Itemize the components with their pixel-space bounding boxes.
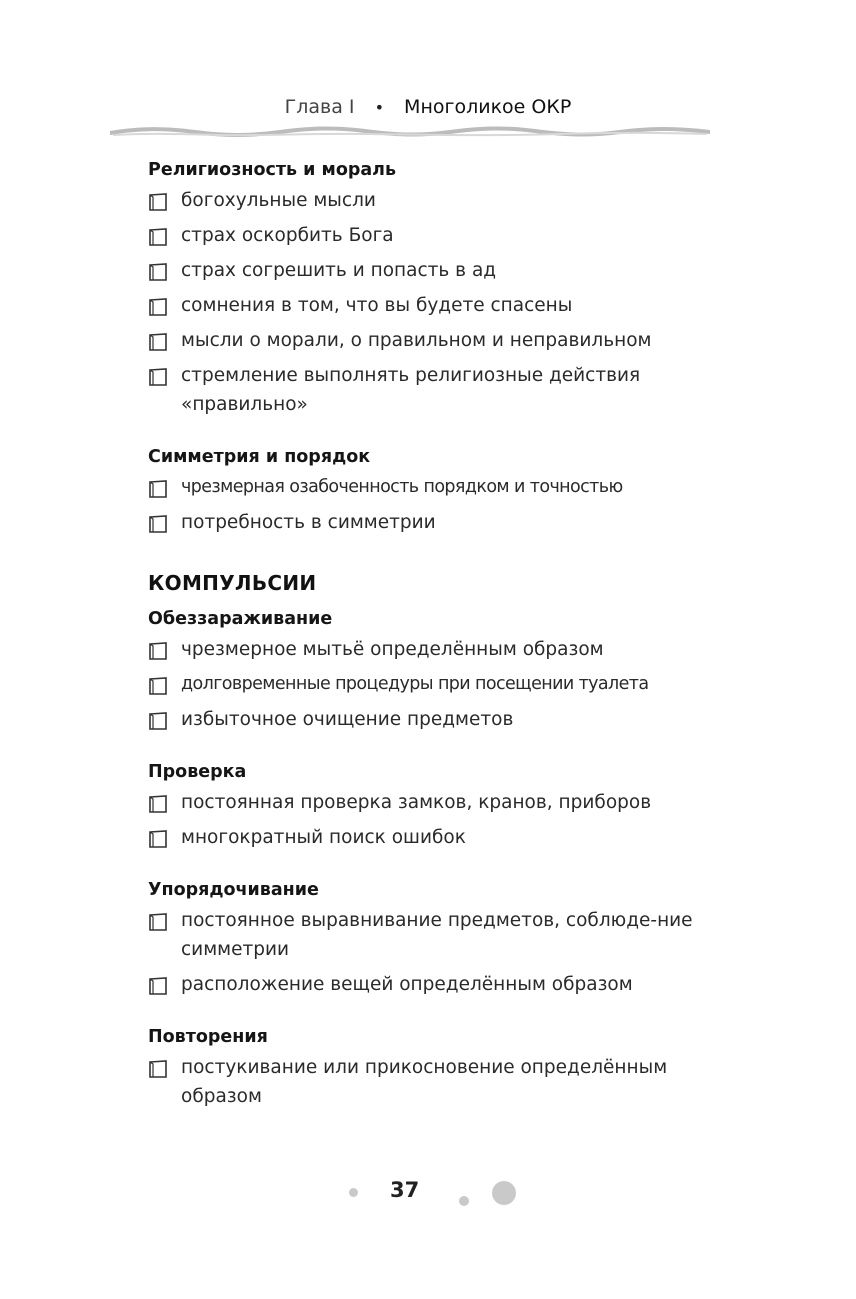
checkbox-icon[interactable] (148, 332, 167, 351)
list-item[interactable] (148, 473, 718, 502)
list-item[interactable] (148, 221, 718, 250)
item-text: мысли о морали, о правильном и неправильном (181, 330, 652, 351)
item-text: расположение вещей определённым образом (181, 974, 633, 995)
checkbox-icon[interactable] (148, 976, 167, 995)
running-header (0, 96, 856, 118)
item-text: богохульные мысли (181, 190, 376, 211)
item-text: многократный поиск ошибок (181, 827, 466, 848)
item-text: долговременные процедуры при посещении туалета (181, 674, 649, 694)
list-item[interactable] (148, 1053, 718, 1111)
checkbox-icon[interactable] (148, 297, 167, 316)
item-text: стремление выполнять религиозные действия «правильно» (181, 365, 641, 415)
checkbox-icon[interactable] (148, 1059, 167, 1078)
page-number: 37 (390, 1178, 420, 1202)
checkbox-icon[interactable] (148, 829, 167, 848)
heading-religion: Религиозность и мораль (148, 160, 397, 180)
item-text: чрезмерная озабоченность порядком и точностью (181, 477, 623, 497)
item-text: потребность в симметрии (181, 512, 436, 533)
checkbox-icon[interactable] (148, 192, 167, 211)
item-text: постукивание или прикосновение определённым образом (181, 1057, 668, 1107)
group-religion (148, 160, 718, 419)
heading-symmetry: Симметрия и порядок (148, 447, 371, 467)
checkbox-icon[interactable] (148, 262, 167, 281)
heading-repetition: Повторения (148, 1027, 268, 1047)
group-checking (148, 762, 718, 852)
item-text: сомнения в том, что вы будете спасены (181, 295, 573, 316)
checkbox-icon[interactable] (148, 711, 167, 730)
group-symmetry (148, 447, 718, 537)
checkbox-icon[interactable] (148, 227, 167, 246)
list-item[interactable] (148, 256, 718, 285)
list-item[interactable] (148, 705, 718, 734)
wavy-divider (110, 124, 710, 140)
checkbox-icon[interactable] (148, 912, 167, 931)
checkbox-icon[interactable] (148, 479, 167, 498)
list-item[interactable] (148, 788, 718, 817)
checkbox-icon[interactable] (148, 367, 167, 386)
item-text: избыточное очищение предметов (181, 709, 514, 730)
checkbox-icon[interactable] (148, 794, 167, 813)
decorative-circle-icon (492, 1181, 516, 1205)
list-item[interactable] (148, 508, 718, 537)
decorative-dot-icon (349, 1188, 358, 1197)
checkbox-icon[interactable] (148, 514, 167, 533)
list-item[interactable] (148, 670, 718, 699)
list-item[interactable] (148, 970, 718, 999)
heading-decontamination: Обеззараживание (148, 609, 333, 629)
list-item[interactable] (148, 635, 718, 664)
decorative-dot-icon (459, 1196, 469, 1206)
list-item[interactable] (148, 326, 718, 355)
heading-ordering: Упорядочивание (148, 880, 319, 900)
checkbox-icon[interactable] (148, 676, 167, 695)
item-text: чрезмерное мытьё определённым образом (181, 639, 604, 660)
page-footer (0, 1178, 856, 1218)
compulsions-title: КОМПУЛЬСИИ (148, 571, 317, 595)
list-item[interactable] (148, 906, 718, 964)
list-item[interactable] (148, 186, 718, 215)
item-text: страх согрешить и попасть в ад (181, 260, 497, 281)
list-item[interactable] (148, 361, 718, 419)
chapter-label: Глава I (284, 96, 355, 118)
item-text: постоянное выравнивание предметов, соблюде-ние симметрии (181, 910, 693, 960)
group-repetition (148, 1027, 718, 1111)
group-decontamination (148, 609, 718, 734)
checkbox-icon[interactable] (148, 641, 167, 660)
item-text: постоянная проверка замков, кранов, приборов (181, 792, 652, 813)
header-separator: • (374, 98, 384, 117)
chapter-title: Многоликое ОКР (404, 96, 572, 118)
list-item[interactable] (148, 291, 718, 320)
checklist-content (148, 160, 718, 1139)
heading-checking: Проверка (148, 762, 247, 782)
item-text: страх оскорбить Бога (181, 225, 394, 246)
group-ordering (148, 880, 718, 999)
list-item[interactable] (148, 823, 718, 852)
